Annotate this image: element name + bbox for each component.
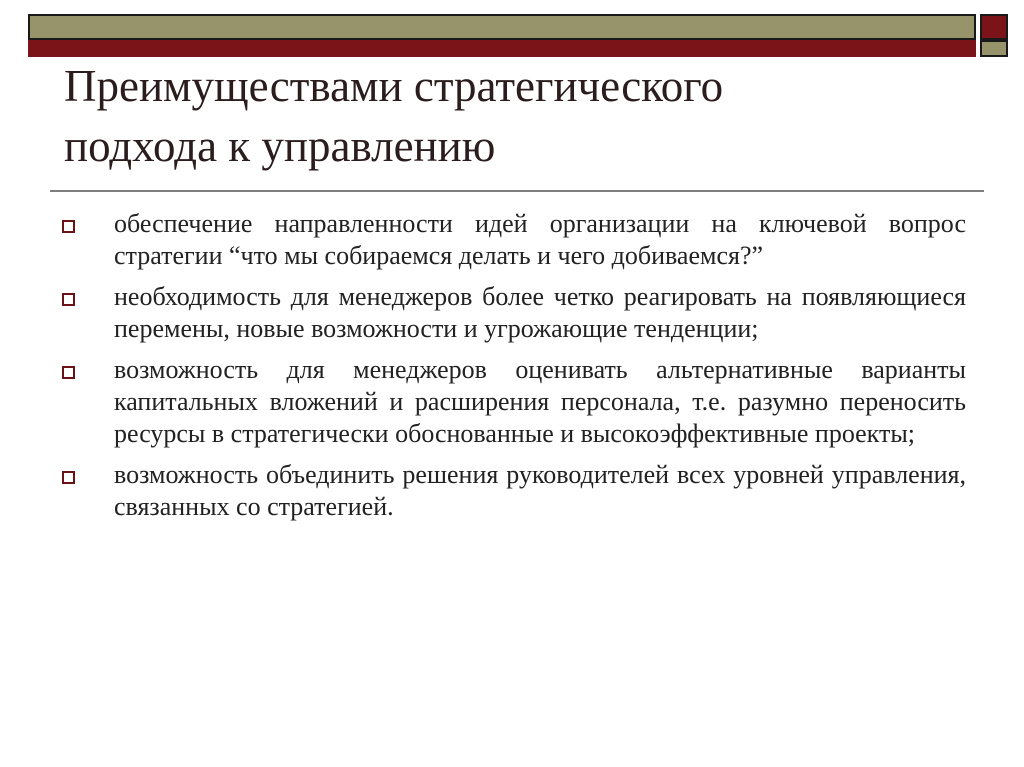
header-band-maroon <box>28 40 976 57</box>
bullet-text: обеспечение направленности идей организации на ключевой вопрос стратегии “что мы собираемся делать и чего добиваемся?” <box>114 209 966 270</box>
title-divider <box>50 190 984 192</box>
bullet-text: возможность объединить решения руководителей всех уровней управления, связанных со стратегией. <box>114 460 966 521</box>
bullet-text: возможность для менеджеров оценивать альтернативные варианты капитальных вложений и расширения персонала, т.е. разумно переносить ресурсы в стратегически обоснованные и высокоэффективные проекты; <box>114 355 966 448</box>
bullet-item <box>62 208 966 272</box>
bullet-item <box>62 459 966 523</box>
header-corner-square-olive <box>980 40 1008 57</box>
header-corner-square-maroon <box>980 14 1008 40</box>
bullet-list <box>62 208 966 532</box>
bullet-item <box>62 354 966 450</box>
hollow-square-icon <box>62 220 75 233</box>
hollow-square-icon <box>62 471 75 484</box>
bullet-text: необходимость для менеджеров более четко реагировать на появляющиеся перемены, новые возможности и угрожающие тенденции; <box>114 282 966 343</box>
hollow-square-icon <box>62 293 75 306</box>
hollow-square-icon <box>62 366 75 379</box>
slide-title: Преимуществами стратегического подхода к управлению <box>64 61 724 171</box>
header-band-olive <box>28 14 976 40</box>
bullet-item <box>62 281 966 345</box>
